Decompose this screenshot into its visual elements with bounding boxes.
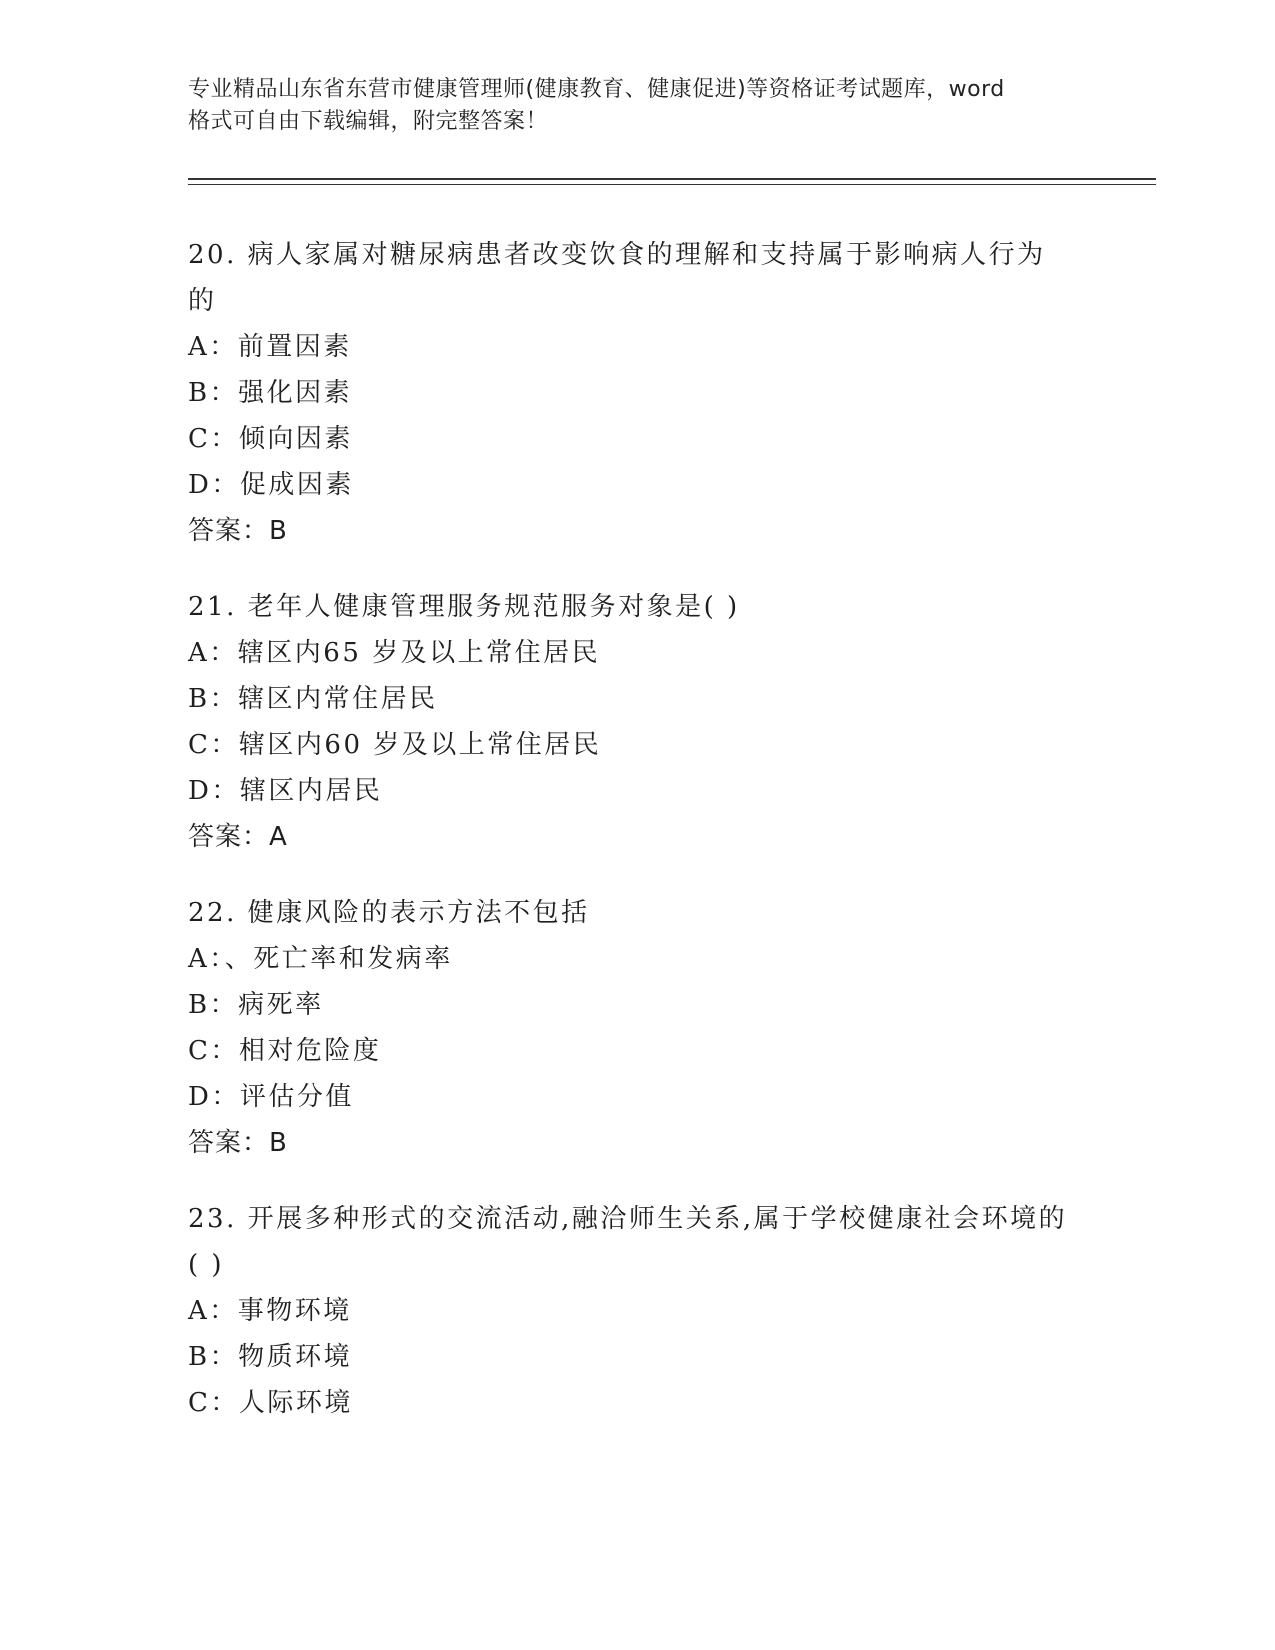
option-key: A： <box>188 638 238 668</box>
option-text: 前置因素 <box>237 332 352 362</box>
question-20 <box>188 232 1068 554</box>
option-text: 人际环境 <box>238 1388 353 1418</box>
option-key: C： <box>188 1388 239 1418</box>
option-c <box>188 416 1068 462</box>
header-divider-thin <box>188 184 1156 185</box>
answer-label: 答案： <box>188 516 270 546</box>
option-key: C： <box>188 424 239 454</box>
option-d <box>188 768 1068 814</box>
option-c <box>188 722 1068 768</box>
option-key: D： <box>188 470 240 500</box>
option-c <box>188 1028 1068 1074</box>
option-text: 强化因素 <box>238 378 353 408</box>
option-key: D： <box>188 1082 240 1112</box>
question-title: 21. 老年人健康管理服务规范服务对象是( ) <box>188 592 740 622</box>
option-text: 病死率 <box>238 990 324 1020</box>
option-key: C： <box>188 730 239 760</box>
answer-value: B <box>269 516 288 546</box>
option-key: D： <box>188 776 240 806</box>
option-text: 倾向因素 <box>238 424 353 454</box>
option-key: B： <box>188 990 239 1020</box>
option-d <box>188 462 1068 508</box>
option-a <box>188 630 1068 676</box>
answer <box>188 1120 1068 1166</box>
option-d <box>188 1074 1068 1120</box>
option-b <box>188 676 1068 722</box>
option-key: A： <box>188 1296 238 1326</box>
answer-label: 答案： <box>188 1128 270 1158</box>
option-b <box>188 1334 1068 1380</box>
option-b <box>188 370 1068 416</box>
answer-label: 答案： <box>188 822 270 852</box>
question-21 <box>188 584 1068 860</box>
question-23 <box>188 1196 1068 1426</box>
option-text: 事物环境 <box>237 1296 352 1326</box>
option-key: A： <box>188 332 238 362</box>
option-a <box>188 324 1068 370</box>
answer <box>188 508 1068 554</box>
option-key: B： <box>188 1342 239 1372</box>
option-a <box>188 936 1068 982</box>
question-title: 20. 病人家属对糖尿病患者改变饮食的理解和支持属于影响病人行为的 <box>188 240 1046 316</box>
option-a <box>188 1288 1068 1334</box>
option-text: 、死亡率和发病率 <box>224 944 453 974</box>
option-text: 物质环境 <box>238 1342 353 1372</box>
question-title: 22. 健康风险的表示方法不包括 <box>188 898 590 928</box>
option-text: 辖区内居民 <box>239 776 383 806</box>
question-title: 23. 开展多种形式的交流活动,融洽师生关系,属于学校健康社会环境的( ) <box>188 1204 1068 1280</box>
option-key: A： <box>188 944 225 974</box>
document-header <box>188 74 1088 138</box>
option-text: 促成因素 <box>239 470 354 500</box>
option-key: B： <box>188 684 239 714</box>
answer <box>188 814 1068 860</box>
option-text: 评估分值 <box>239 1082 354 1112</box>
option-text: 辖区内60 岁及以上常住居民 <box>238 730 602 760</box>
option-text: 辖区内65 岁及以上常住居民 <box>237 638 601 668</box>
question-22 <box>188 890 1068 1166</box>
answer-value: A <box>269 822 288 852</box>
answer-value: B <box>269 1128 288 1158</box>
option-c <box>188 1380 1068 1426</box>
header-divider-thick <box>188 178 1156 180</box>
question-list <box>188 232 1068 1456</box>
header-line-1: 专业精品山东省东营市健康管理师(健康教育、健康促进)等资格证考试题库，word <box>188 77 1005 102</box>
option-key: B： <box>188 378 239 408</box>
option-b <box>188 982 1068 1028</box>
option-text: 相对危险度 <box>238 1036 382 1066</box>
header-line-2: 格式可自由下载编辑，附完整答案！ <box>188 109 549 134</box>
option-text: 辖区内常住居民 <box>238 684 438 714</box>
option-key: C： <box>188 1036 239 1066</box>
